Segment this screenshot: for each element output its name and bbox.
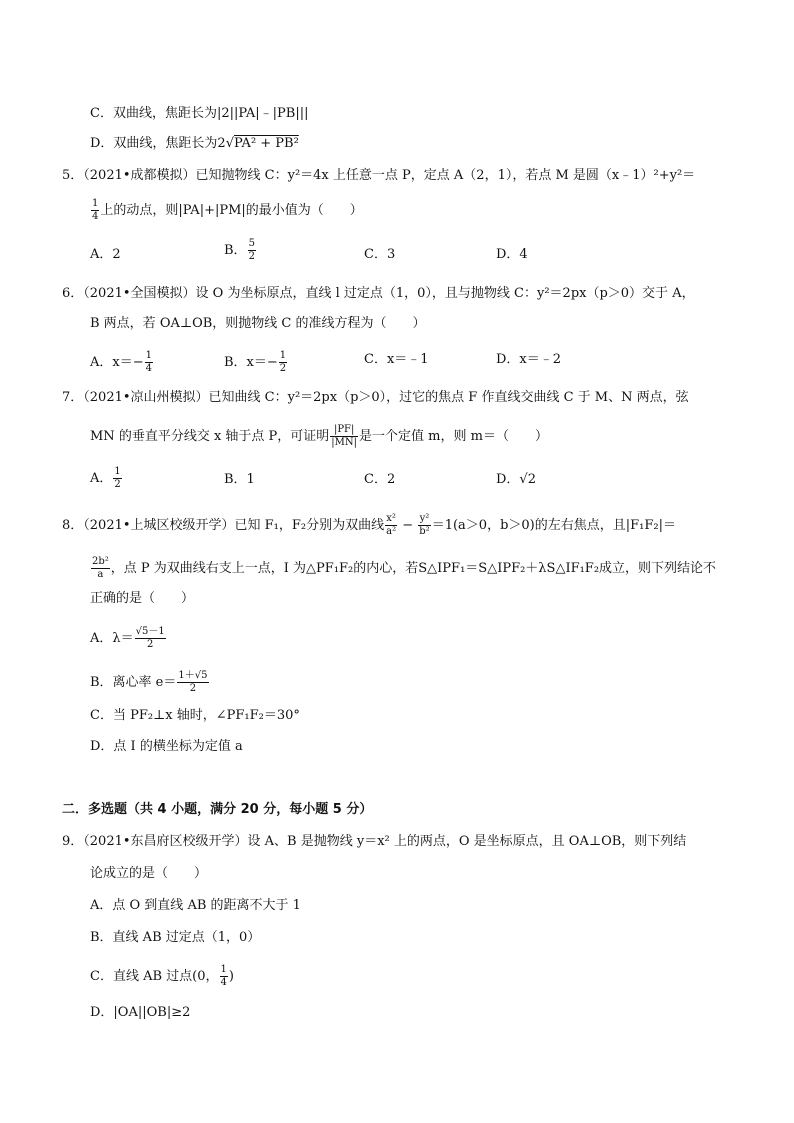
q8-stem-line1: 8．（2021•上城区校级开学）已知 F₁，F₂分别为双曲线 $\frac{\text{x²}}{\text{a²}}$ − $\frac{\text{y²}}{\text{b²}}$ ＝1(a＞0，b＞0)的左右焦点，且|F₁F₂|＝ (62, 513, 676, 537)
q5-stem-line2: $\frac{1}{4}$ 上的动点，则|PA|+|PM|的最小值为（ ） (92, 198, 363, 222)
q6-option-b: B．x＝− $\frac{1}{2}$ (224, 350, 287, 374)
q4-sqrt-radicand: PA² + PB² (234, 136, 299, 151)
q5-option-a: A．2 (90, 247, 121, 262)
q5-option-c: C．3 (364, 247, 396, 262)
q8-hyperbola-x-term: $\frac{\text{x²}}{\text{a²}}$ (386, 513, 397, 537)
q9-option-c: C．直线 AB 过点(0， $\frac{1}{4}$ ) (90, 964, 234, 988)
q8-stem-line3: 正确的是（ ） (90, 591, 195, 606)
q8-option-b: B．离心率 e＝ $\frac{1+√5}{2}$ (90, 670, 208, 694)
q8-hyperbola-y-term: $\frac{\text{y²}}{\text{b²}}$ (419, 513, 430, 537)
q5-fraction: $\frac{1}{4}$ (92, 198, 99, 222)
q5-option-b: B． $\frac{5}{2}$ (224, 238, 255, 262)
q9-option-d: D．|OA||OB|≥2 (90, 1005, 191, 1020)
q7-fraction: $\frac{|PF|}{|MN|}$ (331, 424, 358, 448)
q4-option-d-text: D．双曲线，焦距长为2 (90, 136, 226, 151)
q7-option-a: A． $\frac{1}{2}$ (90, 466, 121, 490)
q7-option-b: B．1 (224, 472, 255, 487)
q5-stem-line1: 5．（2021•成都模拟）已知抛物线 C：y²＝4x 上任意一点 P，定点 A（2，1），若点 M 是圆（x﹣1）²+y²＝ (62, 168, 696, 183)
q4-option-d (90, 134, 299, 154)
q7-option-d: D．√2 (496, 472, 536, 487)
q6-option-a: A．x＝− $\frac{1}{4}$ (90, 350, 152, 374)
q9-stem-line1: 9．（2021•东昌府区校级开学）设 A、B 是抛物线 y＝x² 上的两点，O 是坐标原点，且 OA⊥OB，则下列结 (62, 834, 687, 849)
q9-stem-line2: 论成立的是（ ） (90, 866, 208, 881)
q7-stem-line2: MN 的垂直平分线交 x 轴于点 P，可证明 $\frac{|PF|}{|MN|}$ 是一个定值 m，则 m＝（ ） (90, 424, 548, 448)
q6-option-d: D．x＝﹣2 (496, 352, 562, 367)
q8-focal-fraction: $\frac{\text{2b²}}{a}$ (92, 556, 109, 580)
q6-stem-line1: 6．（2021•全国模拟）设 O 为坐标原点，直线 l 过定点（1，0），且与抛物线 C：y²＝2px（p＞0）交于 A， (62, 286, 695, 301)
q4-sqrt-symbol: √ (225, 136, 234, 151)
q6-stem-line2: B 两点，若 OA⊥OB，则抛物线 C 的准线方程为（ ） (90, 316, 426, 331)
q7-stem-line1: 7．（2021•凉山州模拟）已知曲线 C：y²＝2px（p＞0），过它的焦点 F 作直线交曲线 C 于 M、N 两点，弦 (62, 390, 689, 405)
q8-option-a: A．λ＝ $\frac{√5-1}{2}$ (90, 626, 165, 650)
q9-option-a: A．点 O 到直线 AB 的距离不大于 1 (90, 898, 301, 913)
q9-option-b: B．直线 AB 过定点（1，0） (90, 930, 261, 945)
q5-option-d: D．4 (496, 247, 528, 262)
q4-option-c: C．双曲线，焦距长为|2||PA|﹣|PB||| (90, 106, 309, 121)
section-title-multiple-choice: 二．多选题（共 4 小题，满分 20 分，每小题 5 分） (62, 802, 373, 817)
q7-option-c: C．2 (364, 472, 396, 487)
q8-option-c: C．当 PF₂⊥x 轴时，∠PF₁F₂＝30° (90, 708, 300, 723)
q6-option-c: C．x＝﹣1 (364, 352, 429, 367)
q8-stem-line2: $\frac{\text{2b²}}{a}$ ，点 P 为双曲线右支上一点，I 为△PF₁F₂的内心，若S△IPF₁＝S△IPF₂＋λS△IF₁F₂成立，则下列结论不 (92, 556, 717, 580)
q8-option-d: D．点 I 的横坐标为定值 a (90, 739, 243, 754)
